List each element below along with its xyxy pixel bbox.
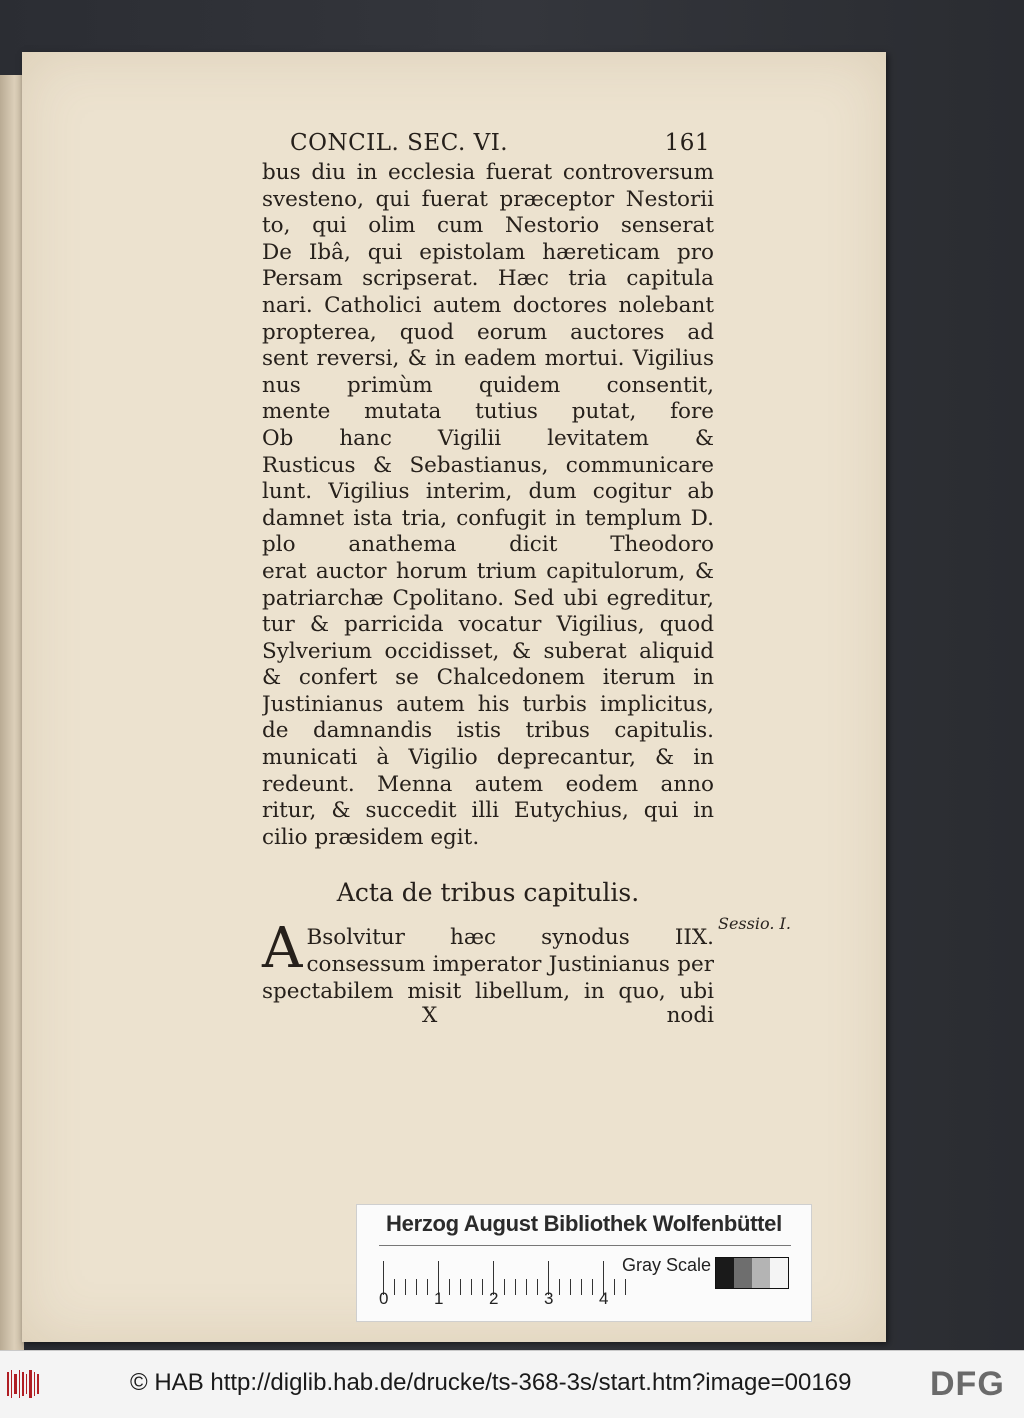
text-line: & confert se Chalcedonem iterum in — [262, 665, 714, 691]
text-line: spectabilem misit libellum, in quo, ubi — [262, 978, 714, 1004]
text-line: patriarchæ Cpolitano. Sed ubi egreditur, — [262, 585, 714, 611]
ruler-tick — [427, 1279, 428, 1295]
text-line: ritur, & succedit illi Eutychius, qui in — [262, 798, 714, 824]
ruler-tick — [416, 1279, 417, 1295]
section-paragraph — [262, 916, 714, 1005]
ruler-tick — [537, 1279, 538, 1295]
ruler-tick — [449, 1279, 450, 1295]
text-line: to, qui olim cum Nestorio senserat — [262, 213, 714, 239]
ruler-tick — [526, 1279, 527, 1295]
ruler-number: 4 — [599, 1289, 609, 1308]
text-line: Rusticus & Sebastianus, communicare — [262, 452, 714, 478]
ruler-tick — [460, 1279, 461, 1295]
text-line: nari. Catholici autem doctores nolebant — [262, 292, 714, 318]
text-line: De Ibâ, qui epistolam hæreticam pro — [262, 239, 714, 265]
catchword: nodi — [666, 1003, 714, 1029]
text-line: sent reversi, & in eadem mortui. Vigilius — [262, 346, 714, 372]
viewer-footer — [0, 1350, 1024, 1418]
text-line: erat auctor horum trium capitulorum, & — [262, 558, 714, 584]
ruler-number: 0 — [379, 1289, 389, 1308]
gray-swatch — [770, 1258, 788, 1288]
barcode-icon — [6, 1368, 40, 1400]
running-head-title: CONCIL. SEC. VI. — [290, 130, 509, 156]
signature-mark: X — [422, 1003, 438, 1029]
gray-swatch — [752, 1258, 770, 1288]
ruler-number: 1 — [434, 1289, 444, 1308]
ruler-tick — [515, 1279, 516, 1295]
ruler-tick — [581, 1279, 582, 1295]
text-line: consessum imperator Justinianus per — [306, 952, 714, 978]
text-line: redeunt. Menna autem eodem anno — [262, 771, 714, 797]
gray-swatch — [734, 1258, 752, 1288]
text-line: mente mutata tutius putat, fore — [262, 399, 714, 425]
page-text-block — [262, 130, 714, 1031]
ruler-tick — [471, 1279, 472, 1295]
text-line: Justinianus autem his turbis implicitus, — [262, 691, 714, 717]
ruler-tick — [570, 1279, 571, 1295]
ruler-number: 3 — [544, 1289, 554, 1308]
marginal-note: Sessio. I. — [718, 914, 791, 933]
ruler-tick — [559, 1279, 560, 1295]
library-label — [356, 1204, 812, 1322]
citation-link[interactable]: © HAB http://diglib.hab.de/drucke/ts-368-3s/start.htm?image=00169 — [130, 1369, 852, 1396]
gray-scale-label: Gray Scale — [622, 1255, 712, 1275]
catch-line — [262, 1003, 714, 1031]
ruler-tick — [405, 1279, 406, 1295]
label-divider — [379, 1245, 791, 1246]
previous-page-edge — [0, 75, 24, 1350]
page-number: 161 — [664, 130, 710, 156]
dfg-logo: DFG — [930, 1365, 1005, 1403]
gray-swatch — [716, 1258, 734, 1288]
text-line: svesteno, qui fuerat præceptor Nestorii — [262, 186, 714, 212]
ruler-tick — [592, 1279, 593, 1295]
text-line: plo anathema dicit Theodoro — [262, 532, 714, 558]
text-line: de damnandis istis tribus capitulis. — [262, 718, 714, 744]
text-line: tur & parricida vocatur Vigilius, quod — [262, 612, 714, 638]
ruler-number: 2 — [489, 1289, 499, 1308]
text-line: nus primùm quidem consentit, — [262, 372, 714, 398]
running-head — [262, 130, 714, 160]
text-line: Persam scripserat. Hæc tria capitula — [262, 266, 714, 292]
ruler-tick — [394, 1279, 395, 1295]
body-paragraph — [262, 160, 714, 851]
ruler-tick — [482, 1279, 483, 1295]
text-line: damnet ista tria, confugit in templum D. — [262, 505, 714, 531]
text-line: cilio præsidem egit. — [262, 824, 480, 850]
library-name: Herzog August Bibliothek Wolfenbüttel — [386, 1211, 782, 1236]
text-line: municati à Vigilio deprecantur, & in — [262, 745, 714, 771]
gray-scale-card — [715, 1257, 789, 1289]
text-line: bus diu in ecclesia fuerat controversum — [262, 160, 714, 185]
ruler-tick — [625, 1279, 626, 1295]
ruler-tick — [614, 1279, 615, 1295]
ruler-tick — [504, 1279, 505, 1295]
drop-cap: A — [262, 916, 303, 982]
text-line: Bsolvitur hæc synodus IIX. — [306, 925, 714, 951]
text-line: propterea, quod eorum auctores ad — [262, 319, 714, 345]
section-heading: Acta de tribus capitulis. — [336, 878, 640, 908]
text-line: Sylverium occidisset, & suberat aliquid — [262, 638, 714, 664]
text-line: Ob hanc Vigilii levitatem & — [262, 425, 714, 451]
text-line: lunt. Vigilius interim, dum cogitur ab — [262, 479, 714, 505]
